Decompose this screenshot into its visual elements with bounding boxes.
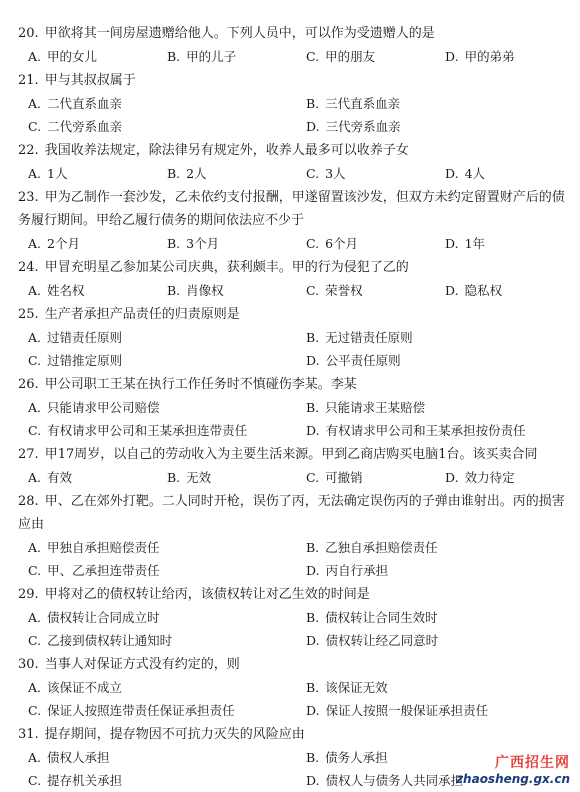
option-text: 4人 bbox=[464, 166, 486, 181]
option-letter: A. bbox=[28, 680, 42, 695]
answer-option bbox=[296, 559, 574, 582]
question-stem bbox=[18, 69, 574, 92]
option-text: 丙自行承担 bbox=[325, 563, 389, 578]
answer-option bbox=[18, 699, 296, 722]
answer-option bbox=[435, 466, 574, 489]
option-letter: B. bbox=[306, 610, 320, 625]
option-text: 债权转让合同生效时 bbox=[325, 610, 438, 625]
answer-options bbox=[18, 396, 574, 442]
answer-options bbox=[18, 676, 574, 722]
answer-option bbox=[18, 326, 296, 349]
question-stem bbox=[18, 583, 574, 606]
question-30 bbox=[18, 653, 574, 722]
option-letter: A. bbox=[28, 400, 42, 415]
answer-option bbox=[18, 45, 157, 68]
option-letter: D. bbox=[306, 353, 320, 368]
option-text: 隐私权 bbox=[464, 283, 503, 298]
question-23 bbox=[18, 186, 574, 255]
option-text: 甲独自承担赔偿责任 bbox=[47, 540, 160, 555]
answer-option bbox=[296, 699, 574, 722]
option-letter: B. bbox=[306, 540, 320, 555]
answer-option bbox=[435, 45, 574, 68]
question-text: 甲冒充明星乙参加某公司庆典，获利颇丰。甲的行为侵犯了乙的 bbox=[44, 260, 409, 275]
option-text: 有效 bbox=[47, 470, 73, 485]
question-number: 20. bbox=[18, 26, 39, 41]
option-letter: B. bbox=[306, 750, 320, 765]
option-text: 无效 bbox=[186, 470, 212, 485]
question-text: 提存期间，提存物因不可抗力灭失的风险应由 bbox=[44, 727, 305, 742]
option-letter: C. bbox=[306, 283, 320, 298]
question-number: 27. bbox=[18, 447, 39, 462]
option-text: 姓名权 bbox=[47, 283, 85, 298]
question-text: 甲欲将其一间房屋遗赠给他人。下列人员中，可以作为受遗赠人的是 bbox=[44, 26, 435, 41]
answer-options bbox=[18, 232, 574, 255]
question-number: 28. bbox=[18, 494, 39, 509]
question-number: 31. bbox=[18, 727, 39, 742]
option-text: 过错推定原则 bbox=[47, 353, 123, 368]
question-22 bbox=[18, 139, 574, 185]
answer-option bbox=[18, 232, 157, 255]
option-letter: C. bbox=[28, 703, 42, 718]
option-letter: C. bbox=[306, 236, 320, 251]
question-stem bbox=[18, 723, 574, 746]
option-letter: D. bbox=[445, 49, 459, 64]
option-text: 乙接到债权转让通知时 bbox=[47, 633, 173, 648]
option-letter: B. bbox=[167, 49, 181, 64]
watermark-url: zhaosheng.gx.cn bbox=[456, 772, 570, 786]
answer-options bbox=[18, 536, 574, 582]
option-text: 效力待定 bbox=[464, 470, 515, 485]
option-letter: A. bbox=[28, 96, 42, 111]
option-text: 3个月 bbox=[186, 236, 220, 251]
option-letter: D. bbox=[306, 423, 320, 438]
question-text: 甲17周岁，以自己的劳动收入为主要生活来源。甲到乙商店购买电脑1台。该买卖合同 bbox=[44, 447, 538, 462]
answer-options bbox=[18, 162, 574, 185]
option-letter: B. bbox=[167, 236, 181, 251]
option-text: 公平责任原则 bbox=[325, 353, 401, 368]
answer-option bbox=[296, 606, 574, 629]
option-text: 该保证无效 bbox=[325, 680, 388, 695]
option-text: 三代直系血亲 bbox=[325, 96, 401, 111]
question-stem bbox=[18, 373, 574, 396]
option-text: 有权请求甲公司和王某承担连带责任 bbox=[47, 423, 248, 438]
question-stem bbox=[18, 653, 574, 676]
option-text: 该保证不成立 bbox=[47, 680, 123, 695]
question-text: 我国收养法规定，除法律另有规定外，收养人最多可以收养子女 bbox=[44, 143, 409, 158]
option-letter: C. bbox=[28, 773, 42, 788]
question-25 bbox=[18, 303, 574, 372]
option-text: 有权请求甲公司和王某承担按份责任 bbox=[325, 423, 526, 438]
option-letter: D. bbox=[445, 283, 459, 298]
question-number: 21. bbox=[18, 73, 39, 88]
option-text: 可撤销 bbox=[325, 470, 363, 485]
option-text: 甲、乙承担连带责任 bbox=[47, 563, 160, 578]
answer-option bbox=[296, 92, 574, 115]
answer-options bbox=[18, 326, 574, 372]
answer-option bbox=[296, 536, 574, 559]
question-26 bbox=[18, 373, 574, 442]
option-letter: D. bbox=[306, 773, 320, 788]
question-text: 甲为乙制作一套沙发，乙未依约支付报酬，甲遂留置该沙发，但双方未约定留置财产后的债务履行期间。甲给乙履行债务的期间依法应不少于 bbox=[18, 190, 565, 228]
option-letter: B. bbox=[306, 400, 320, 415]
option-letter: B. bbox=[306, 330, 320, 345]
question-stem bbox=[18, 186, 574, 232]
option-letter: A. bbox=[28, 750, 42, 765]
option-text: 2个月 bbox=[47, 236, 80, 251]
site-watermark bbox=[440, 752, 570, 786]
answer-option bbox=[296, 396, 574, 419]
option-text: 债权转让合同成立时 bbox=[47, 610, 160, 625]
option-letter: A. bbox=[28, 470, 42, 485]
question-text: 当事人对保证方式没有约定的，则 bbox=[44, 657, 240, 672]
option-letter: C. bbox=[28, 119, 42, 134]
answer-option bbox=[18, 466, 157, 489]
option-letter: C. bbox=[28, 423, 42, 438]
option-text: 甲的弟弟 bbox=[464, 49, 515, 64]
option-letter: D. bbox=[445, 166, 459, 181]
answer-option bbox=[296, 232, 435, 255]
option-letter: D. bbox=[306, 633, 320, 648]
answer-option bbox=[18, 606, 296, 629]
option-text: 1人 bbox=[47, 166, 68, 181]
answer-option bbox=[18, 419, 296, 442]
option-letter: C. bbox=[28, 633, 42, 648]
answer-option bbox=[18, 559, 296, 582]
question-number: 23. bbox=[18, 190, 39, 205]
option-text: 只能请求甲公司赔偿 bbox=[47, 400, 160, 415]
answer-option bbox=[157, 466, 296, 489]
question-24 bbox=[18, 256, 574, 302]
option-text: 保证人按照一般保证承担责任 bbox=[325, 703, 489, 718]
option-letter: A. bbox=[28, 236, 42, 251]
question-text: 甲与其叔叔属于 bbox=[44, 73, 136, 88]
question-text: 甲将对乙的债权转让给丙，该债权转让对乙生效的时间是 bbox=[44, 587, 370, 602]
question-number: 29. bbox=[18, 587, 39, 602]
option-letter: C. bbox=[306, 166, 320, 181]
question-number: 24. bbox=[18, 260, 39, 275]
option-letter: B. bbox=[167, 283, 181, 298]
option-text: 提存机关承担 bbox=[47, 773, 123, 788]
question-number: 22. bbox=[18, 143, 39, 158]
question-stem bbox=[18, 256, 574, 279]
question-20 bbox=[18, 22, 574, 68]
option-text: 甲的女儿 bbox=[47, 49, 98, 64]
option-letter: A. bbox=[28, 283, 42, 298]
answer-option bbox=[435, 162, 574, 185]
answer-option bbox=[18, 676, 296, 699]
option-text: 债务人承担 bbox=[325, 750, 388, 765]
option-text: 肖像权 bbox=[186, 283, 224, 298]
question-number: 30. bbox=[18, 657, 39, 672]
answer-option bbox=[18, 746, 296, 769]
answer-option bbox=[296, 115, 574, 138]
answer-options bbox=[18, 279, 574, 302]
option-text: 3人 bbox=[325, 166, 346, 181]
question-28 bbox=[18, 490, 574, 582]
question-text: 甲公司职工王某在执行工作任务时不慎碰伤李某。李某 bbox=[44, 377, 357, 392]
answer-options bbox=[18, 92, 574, 138]
option-letter: A. bbox=[28, 49, 42, 64]
answer-option bbox=[296, 45, 435, 68]
option-letter: A. bbox=[28, 610, 42, 625]
option-letter: C. bbox=[306, 470, 320, 485]
option-letter: B. bbox=[167, 166, 181, 181]
question-number: 26. bbox=[18, 377, 39, 392]
answer-option bbox=[18, 279, 157, 302]
answer-option bbox=[157, 232, 296, 255]
question-stem bbox=[18, 303, 574, 326]
question-21 bbox=[18, 69, 574, 138]
option-text: 无过错责任原则 bbox=[325, 330, 413, 345]
question-29 bbox=[18, 583, 574, 652]
option-text: 甲的朋友 bbox=[325, 49, 376, 64]
answer-option bbox=[18, 349, 296, 372]
option-letter: A. bbox=[28, 540, 42, 555]
answer-options bbox=[18, 45, 574, 68]
option-letter: C. bbox=[28, 353, 42, 368]
option-text: 三代旁系血亲 bbox=[325, 119, 401, 134]
option-text: 债权人与债务人共同承担 bbox=[325, 773, 464, 788]
answer-option bbox=[18, 396, 296, 419]
answer-option bbox=[296, 676, 574, 699]
answer-option bbox=[296, 349, 574, 372]
option-letter: D. bbox=[445, 236, 459, 251]
answer-options bbox=[18, 466, 574, 489]
answer-options bbox=[18, 606, 574, 652]
option-text: 债权人承担 bbox=[47, 750, 110, 765]
answer-option bbox=[18, 162, 157, 185]
option-letter: B. bbox=[167, 470, 181, 485]
question-stem bbox=[18, 139, 574, 162]
question-text: 甲、乙在郊外打靶。二人同时开枪，误伤了丙，无法确定误伤丙的子弹由谁射出。丙的损害应由 bbox=[18, 494, 565, 532]
answer-option bbox=[296, 326, 574, 349]
option-letter: D. bbox=[306, 563, 320, 578]
option-text: 债权转让经乙同意时 bbox=[325, 633, 439, 648]
option-text: 6个月 bbox=[325, 236, 359, 251]
question-27 bbox=[18, 443, 574, 489]
option-text: 荣誉权 bbox=[325, 283, 363, 298]
answer-option bbox=[157, 162, 296, 185]
option-text: 1年 bbox=[464, 236, 486, 251]
answer-option bbox=[18, 115, 296, 138]
answer-option bbox=[18, 769, 296, 792]
question-stem bbox=[18, 490, 574, 536]
option-text: 甲的儿子 bbox=[186, 49, 237, 64]
answer-option bbox=[157, 279, 296, 302]
option-letter: D. bbox=[445, 470, 459, 485]
option-text: 二代直系血亲 bbox=[47, 96, 123, 111]
option-letter: C. bbox=[28, 563, 42, 578]
question-stem bbox=[18, 443, 574, 466]
question-stem bbox=[18, 22, 574, 45]
answer-option bbox=[296, 162, 435, 185]
option-text: 乙独自承担赔偿责任 bbox=[325, 540, 438, 555]
option-letter: A. bbox=[28, 166, 42, 181]
answer-option bbox=[296, 629, 574, 652]
answer-option bbox=[296, 466, 435, 489]
option-letter: C. bbox=[306, 49, 320, 64]
option-letter: B. bbox=[306, 96, 320, 111]
question-number: 25. bbox=[18, 307, 39, 322]
option-text: 二代旁系血亲 bbox=[47, 119, 123, 134]
answer-option bbox=[18, 92, 296, 115]
option-text: 2人 bbox=[186, 166, 207, 181]
answer-option bbox=[157, 45, 296, 68]
option-text: 保证人按照连带责任保证承担责任 bbox=[47, 703, 235, 718]
answer-option bbox=[18, 629, 296, 652]
option-letter: A. bbox=[28, 330, 42, 345]
answer-option bbox=[435, 279, 574, 302]
answer-option bbox=[435, 232, 574, 255]
answer-option bbox=[296, 279, 435, 302]
option-text: 只能请求王某赔偿 bbox=[325, 400, 426, 415]
watermark-title: 广西招生网 bbox=[495, 755, 570, 771]
option-letter: D. bbox=[306, 703, 320, 718]
answer-option bbox=[296, 419, 574, 442]
option-text: 过错责任原则 bbox=[47, 330, 123, 345]
answer-option bbox=[18, 536, 296, 559]
option-letter: B. bbox=[306, 680, 320, 695]
question-text: 生产者承担产品责任的归责原则是 bbox=[44, 307, 240, 322]
option-letter: D. bbox=[306, 119, 320, 134]
